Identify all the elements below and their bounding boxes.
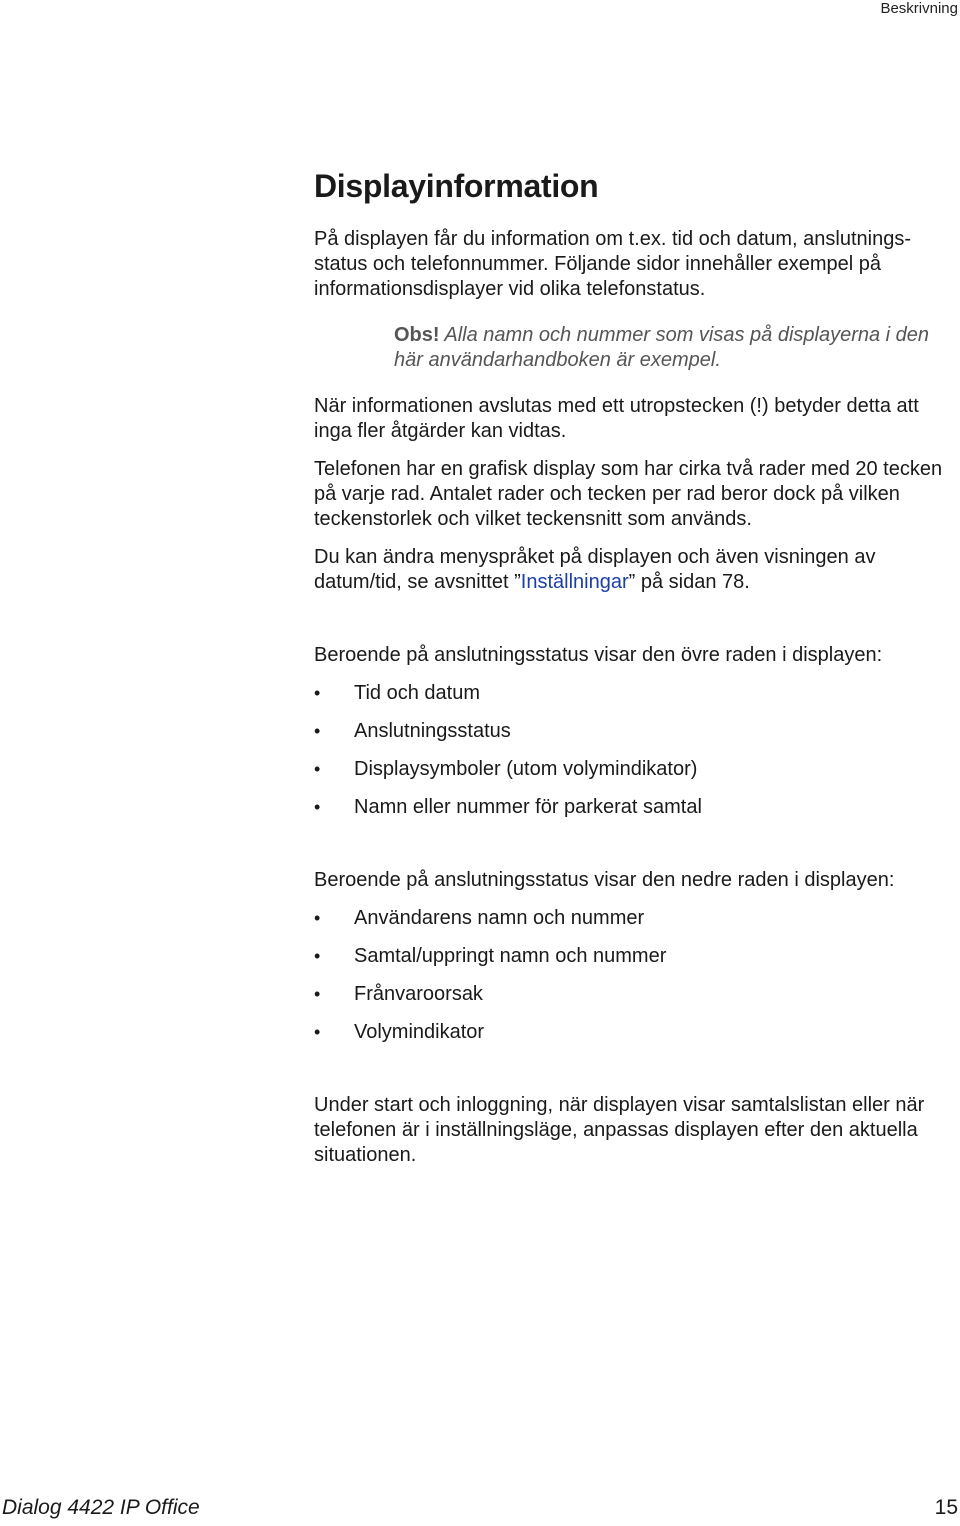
footer-product-name: Dialog 4422 IP Office [2, 1496, 200, 1519]
bullet-icon: • [314, 908, 321, 928]
list-item: • Användarens namn och nummer [314, 907, 645, 929]
bullet-icon: • [314, 984, 321, 1004]
list-item: • Samtal/uppringt namn och nummer [314, 945, 667, 967]
bullet-icon: • [314, 1022, 321, 1042]
lower-row-list [314, 906, 954, 1045]
list-item: • Namn eller nummer för parkerat samtal [314, 796, 702, 818]
intro-paragraph: På displayen får du information om t.ex. tid och datum, anslutnings-status och telefonnummer. Följande sidor innehåller exempel på informationsdisplayer vid olika telefonstatus. [314, 228, 911, 300]
closing-paragraph: Under start och inloggning, när displayen visar samtalslistan eller när telefonen är i inställningsläge, anpassas displayen efter den aktuella situationen. [314, 1094, 925, 1166]
list-item: • Tid och datum [314, 682, 480, 704]
list-item: • Displaysymboler (utom volymindikator) [314, 758, 698, 780]
language-paragraph [314, 545, 954, 595]
exclamation-paragraph: När informationen avslutas med ett utropstecken (!) betyder detta att inga fler åtgärder kan vidtas. [314, 395, 919, 442]
section-header: Beskrivning [880, 0, 958, 17]
page-content [314, 166, 954, 1168]
footer-page-number: 15 [934, 1496, 958, 1519]
upper-row-list [314, 681, 954, 820]
settings-link[interactable]: Inställningar [520, 571, 629, 593]
bullet-icon: • [314, 759, 321, 779]
bullet-icon: • [314, 721, 321, 741]
note-label: Obs! [394, 324, 440, 346]
bullet-icon: • [314, 946, 321, 966]
bullet-icon: • [314, 683, 321, 703]
page-title: Displayinformation [314, 168, 599, 204]
list-item: • Anslutningsstatus [314, 720, 511, 742]
language-text-after: ” på sidan 78. [628, 571, 750, 593]
note-block [394, 323, 954, 373]
list-item: • Volymindikator [314, 1021, 485, 1043]
upper-row-intro: Beroende på anslutningsstatus visar den övre raden i displayen: [314, 644, 883, 666]
note-text: Alla namn och nummer som visas på displayerna i den här användarhandboken är exempel. [394, 324, 930, 371]
lower-row-intro: Beroende på anslutningsstatus visar den nedre raden i displayen: [314, 869, 895, 891]
list-item: • Frånvaroorsak [314, 983, 483, 1005]
display-paragraph: Telefonen har en grafisk display som har cirka två rader med 20 tecken på varje rad. Antalet rader och tecken per rad beror dock på vilken teckenstorlek och vilket teckensnitt som används. [314, 458, 943, 530]
bullet-icon: • [314, 797, 321, 817]
language-text-before: Du kan ändra menyspråket på displayen och även visningen av datum/tid, se avsnittet ” [314, 546, 876, 593]
